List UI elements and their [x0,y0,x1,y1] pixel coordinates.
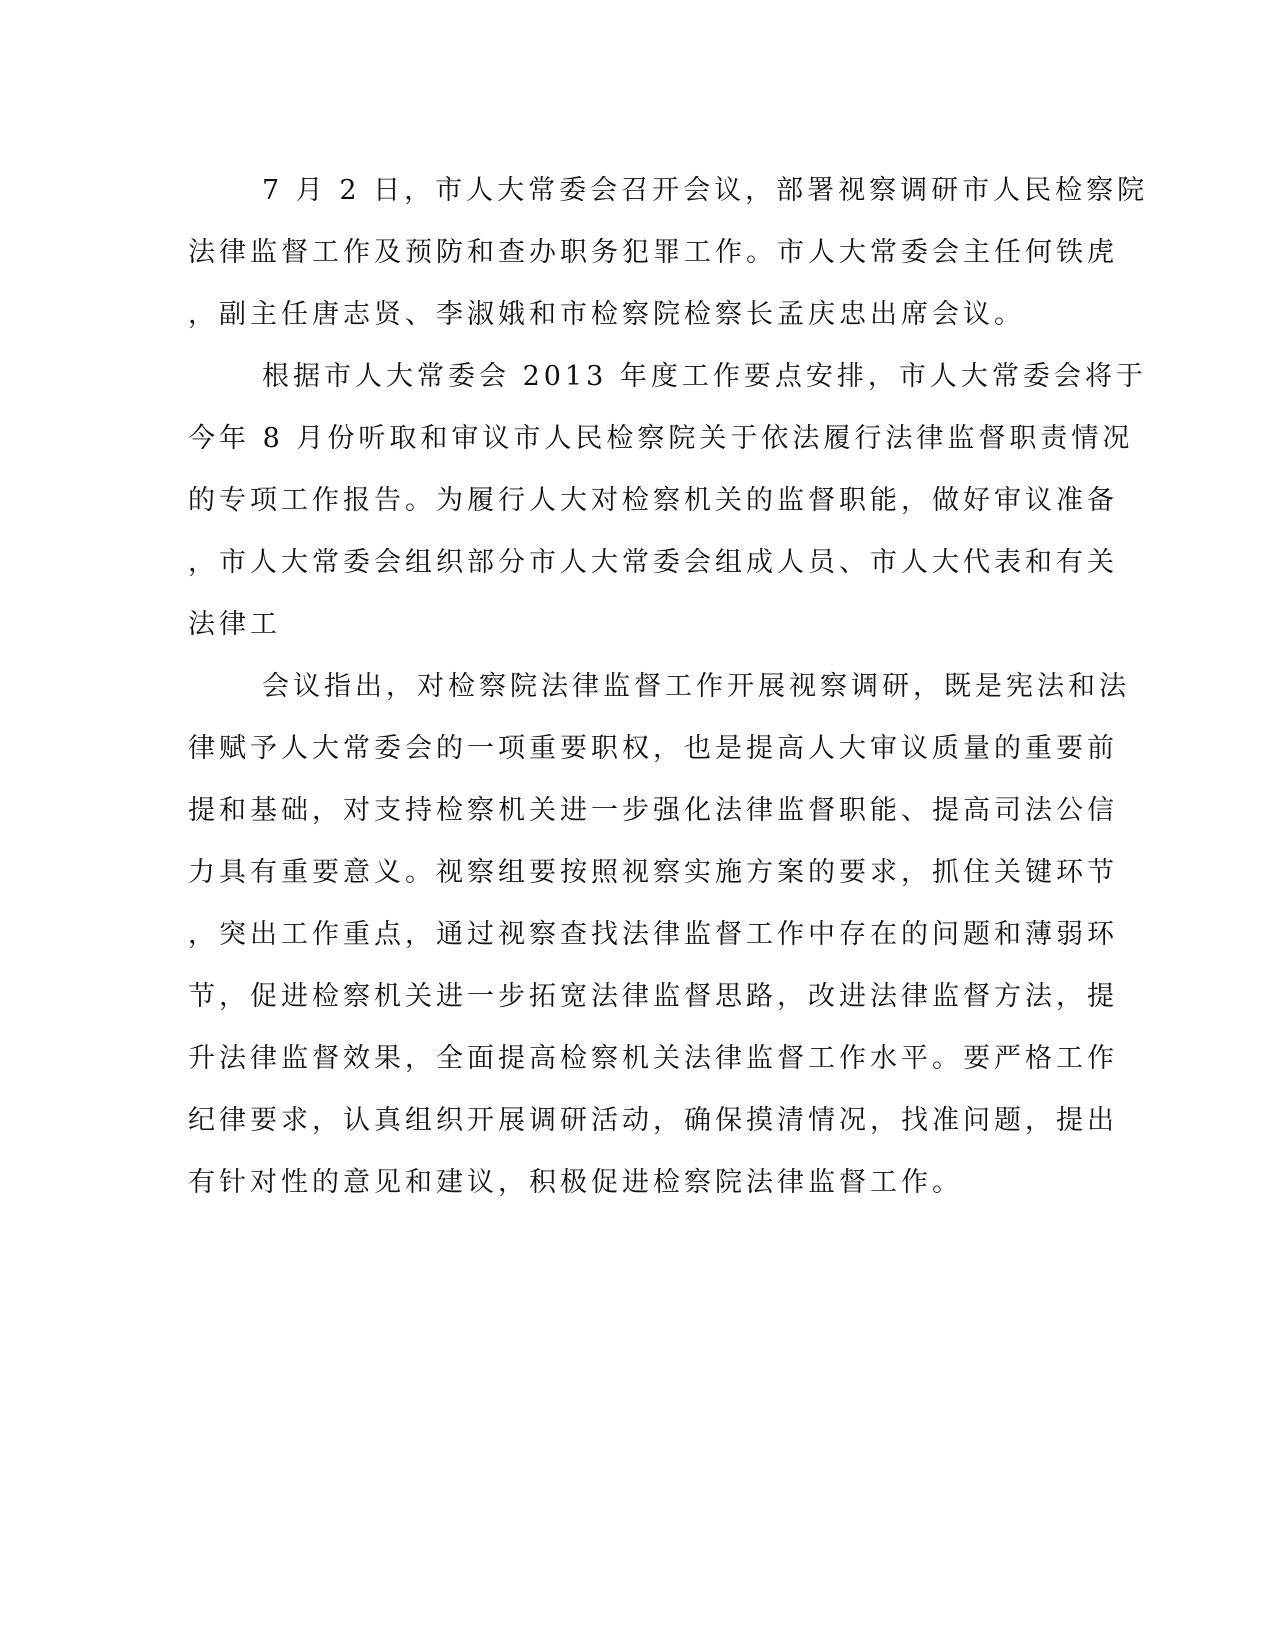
document-body [188,160,1149,1214]
text-line: 今年 8 月份听取和审议市人民检察院关于依法履行法律监督职责情况 [188,423,1134,454]
text-line: 会议指出，对检察院法律监督工作开展视察调研，既是宪法和法 [262,671,1130,702]
paragraph-3 [188,656,1130,1214]
text-line: 的专项工作报告。为履行人大对检察机关的监督职能，做好审议准备 [188,485,1118,516]
text-line: 有针对性的意见和建议，积极促进检察院法律监督工作。 [188,1167,963,1198]
paragraph-1 [188,160,1149,346]
text-line: 升法律监督效果，全面提高检察机关法律监督工作水平。要严格工作 [188,1043,1118,1074]
text-line: 法律监督工作及预防和查办职务犯罪工作。市人大常委会主任何铁虎 [188,237,1118,268]
text-line: 力具有重要意义。视察组要按照视察实施方案的要求，抓住关键环节 [188,857,1118,888]
text-line: 法律工 [188,609,281,640]
text-line: 律赋予人大常委会的一项重要职权，也是提高人大审议质量的重要前 [188,733,1118,764]
text-line: 7 月 2 日，市人大常委会召开会议，部署视察调研市人民检察院 [262,175,1149,206]
text-line: ，突出工作重点，通过视察查找法律监督工作中存在的问题和薄弱环 [188,919,1118,950]
text-line: 提和基础，对支持检察机关进一步强化法律监督职能、提高司法公信 [188,795,1118,826]
text-line: ，市人大常委会组织部分市人大常委会组成人员、市人大代表和有关 [188,547,1118,578]
text-line: 根据市人大常委会 2013 年度工作要点安排，市人大常委会将于 [262,361,1147,392]
paragraph-2 [188,346,1147,656]
text-line: 节，促进检察机关进一步拓宽法律监督思路，改进法律监督方法，提 [188,981,1118,1012]
text-line: 纪律要求，认真组织开展调研活动，确保摸清情况，找准问题，提出 [188,1105,1118,1136]
text-line: ，副主任唐志贤、李淑娥和市检察院检察长孟庆忠出席会议。 [188,299,1025,330]
